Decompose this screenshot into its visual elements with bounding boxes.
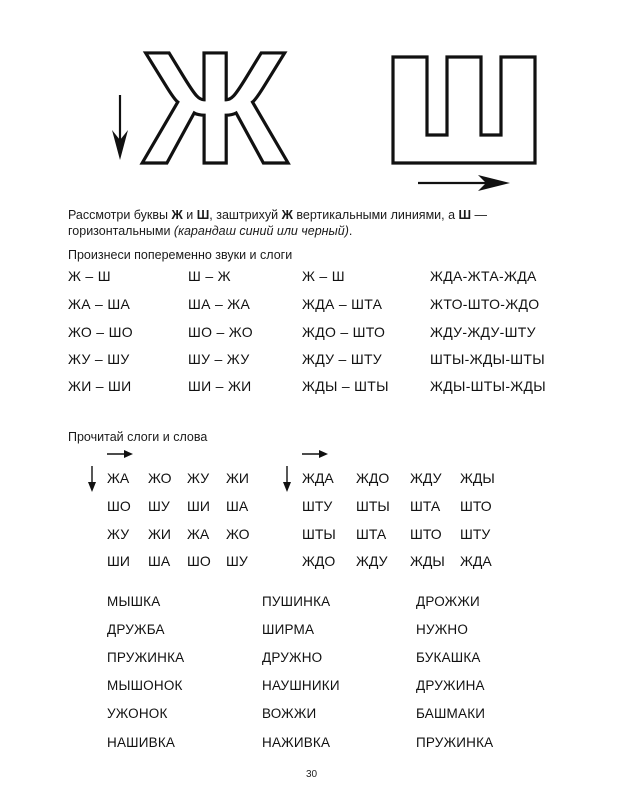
- pair-cell: ЖИ – ШИ: [68, 378, 132, 394]
- word: БУКАШКА: [416, 650, 481, 665]
- syllable: ШТУ: [460, 526, 491, 542]
- syllable: ЖИ: [148, 526, 171, 542]
- page-number: 30: [306, 769, 318, 780]
- instruction-segment: горизонтальными: [68, 224, 174, 238]
- syllable: ЖДУ: [410, 470, 442, 486]
- syllable: ШО: [107, 498, 131, 514]
- word: ПУШИНКА: [262, 594, 331, 609]
- instruction-note: (карандаш синий или черный): [173, 224, 349, 238]
- syllable: ЖДА: [460, 553, 492, 569]
- pair-cell: Ж – Ш: [302, 268, 345, 284]
- syllable: ЖДО: [356, 470, 390, 486]
- word: НАШИВКА: [107, 735, 176, 750]
- instruction-segment: , заштрихуй: [209, 208, 282, 222]
- word: УЖОНОК: [107, 706, 168, 721]
- letter-sh-outline: [393, 57, 535, 163]
- word: ШИРМА: [262, 622, 315, 637]
- word: МЫШОНОК: [107, 678, 183, 693]
- instruction-letter-zh: Ж: [171, 208, 183, 222]
- syllable: ШТА: [356, 526, 387, 542]
- section2-heading: Прочитай слоги и слова: [68, 430, 208, 444]
- pair-cell: ЖТО-ШТО-ЖДО: [430, 296, 540, 312]
- syllable: ШИ: [107, 553, 130, 569]
- pair-cell: ША – ЖА: [188, 296, 251, 312]
- right-grid-right-arrow-icon: [302, 450, 328, 458]
- instruction-letter-sh: Ш: [196, 208, 210, 222]
- syllable: ША: [226, 498, 249, 514]
- syllable: ЖА: [107, 470, 130, 486]
- syllable: ШТО: [460, 498, 492, 514]
- syllable: ШУ: [148, 498, 170, 514]
- word: ДРУЖБА: [107, 622, 165, 637]
- pair-cell: ЖУ – ШУ: [68, 351, 130, 367]
- left-grid-right-arrow-icon: [107, 450, 133, 458]
- pair-cell: ШТЫ-ЖДЫ-ШТЫ: [430, 351, 545, 367]
- syllable: ЖДЫ: [410, 553, 445, 569]
- word: НАЖИВКА: [262, 735, 331, 750]
- syllable: ЖУ: [187, 470, 210, 486]
- pair-cell: ЖО – ШО: [68, 324, 133, 340]
- syllable: ШО: [187, 553, 211, 569]
- instruction-segment: —: [471, 208, 488, 222]
- vertical-arrow-icon: [112, 95, 128, 160]
- word: ДРУЖНО: [262, 650, 323, 665]
- instruction-segment: вертикальными линиями, а: [292, 208, 459, 222]
- syllable: ЖДО: [302, 553, 336, 569]
- pair-cell: Ш – Ж: [188, 268, 231, 284]
- left-grid-down-arrow-icon: [88, 466, 96, 492]
- syllable: ШТО: [410, 526, 442, 542]
- pair-cell: ЖДЫ-ШТЫ-ЖДЫ: [430, 378, 547, 394]
- pair-cell: ЖА – ША: [68, 296, 131, 312]
- svg-text:Ж: Ж: [142, 18, 288, 197]
- syllable: ЖДУ: [356, 553, 388, 569]
- pair-cell: ЖДО – ШТО: [302, 324, 386, 340]
- syllable: ЖА: [187, 526, 210, 542]
- syllable: ША: [148, 553, 171, 569]
- instruction-segment: Рассмотри буквы: [68, 208, 172, 222]
- pair-cell: ШО – ЖО: [188, 324, 253, 340]
- pair-cell: ЖДА-ЖТА-ЖДА: [430, 268, 537, 284]
- pair-cell: Ж – Ш: [68, 268, 111, 284]
- pair-cell: ШУ – ЖУ: [188, 351, 250, 367]
- syllable: ЖИ: [226, 470, 249, 486]
- right-grid-down-arrow-icon: [283, 466, 291, 492]
- pair-cell: ШИ – ЖИ: [188, 378, 252, 394]
- instruction-segment: .: [348, 224, 353, 238]
- letter-zh-outline: [142, 18, 289, 197]
- letters-illustration: [0, 0, 620, 200]
- word: ВОЖЖИ: [262, 706, 317, 721]
- instruction-segment: и: [182, 208, 197, 222]
- word: ПРУЖИНКА: [416, 735, 494, 750]
- pair-cell: ЖДУ-ЖДУ-ШТУ: [430, 324, 536, 340]
- instruction-text: [68, 207, 568, 239]
- syllable: ЖО: [148, 470, 172, 486]
- word: БАШМАКИ: [416, 706, 486, 721]
- instruction-letter-zh: Ж: [281, 208, 293, 222]
- syllable: ШТЫ: [302, 526, 336, 542]
- pair-cell: ЖДА – ШТА: [302, 296, 383, 312]
- syllable: ЖУ: [107, 526, 130, 542]
- pair-cell: ЖДУ – ШТУ: [302, 351, 383, 367]
- word: ДРУЖИНА: [416, 678, 485, 693]
- syllable: ЖО: [226, 526, 250, 542]
- word: МЫШКА: [107, 594, 161, 609]
- syllable: ШТА: [410, 498, 441, 514]
- syllable: ЖДА: [302, 470, 334, 486]
- word: НУЖНО: [416, 622, 469, 637]
- pair-cell: ЖДЫ – ШТЫ: [302, 378, 389, 394]
- syllable: ШИ: [187, 498, 210, 514]
- section1-heading: Произнеси попеременно звуки и слоги: [68, 248, 293, 262]
- syllable: ШТУ: [302, 498, 333, 514]
- word: ДРОЖЖИ: [416, 594, 480, 609]
- word: НАУШНИКИ: [262, 678, 340, 693]
- horizontal-arrow-icon: [418, 175, 510, 191]
- syllable: ШУ: [226, 553, 248, 569]
- syllable: ЖДЫ: [460, 470, 495, 486]
- word: ПРУЖИНКА: [107, 650, 185, 665]
- instruction-letter-sh: Ш: [458, 208, 472, 222]
- syllable: ШТЫ: [356, 498, 390, 514]
